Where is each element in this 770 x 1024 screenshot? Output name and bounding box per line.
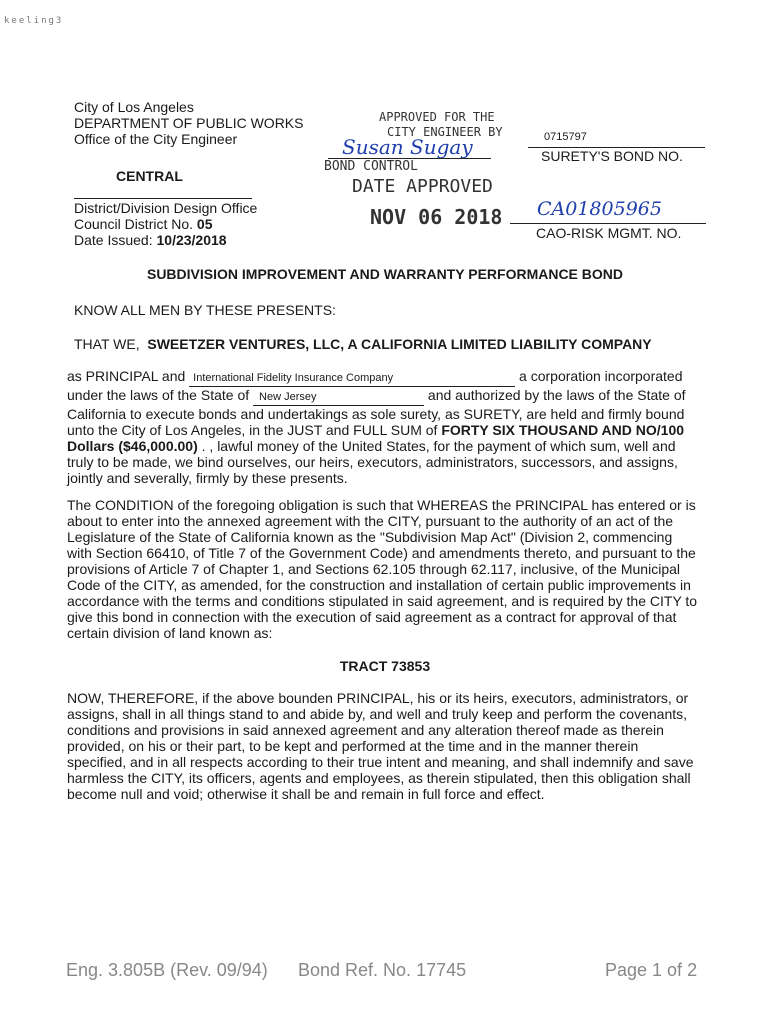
condition-paragraph: The CONDITION of the foregoing obligation is such that WHEREAS the PRINCIPAL has entered or is about to enter into the annexed agreement with the CITY, pursuant to the authority of an act of the Legislature of the State of California known as the "Subdivision Map Act" (Division 2, commencing with Section 66410, of Title 7 of the Government Code) and amendments thereto, and pursuant to the provisions of Article 7 of Chapter 1, and Sections 62.105 through 62.117, inclusive, of the Municipal Code of the CITY, as amended, for the construction and installation of certain public improvements in accordance with the terms and conditions stipulated in said agreement, and is required by the CITY to give this bond in connection with the execution of said agreement as a contract for approval of that certain division of land known as:	[67, 497, 698, 641]
risk-line	[510, 223, 706, 224]
therefore-paragraph: NOW, THEREFORE, if the above bounden PRINCIPAL, his or its heirs, executors, administrators, or assigns, shall in all things stand to and abide by, and well and truly keep and perform the covenants, conditions and provisions in said annexed agreement and any alteration thereof made as therein provided, on his or their part, to be kept and performed at the time and in the manner therein specified, and in all respects according to their true intent and meaning, and shall indemnify and save harmless the CITY, its officers, agents and employees, as therein stipulated, then this obligation shall become null and void; otherwise it shall be and remain in full force and effect.	[67, 690, 694, 802]
header-council: Council District No. 05	[74, 216, 213, 232]
approval-signature: Susan Sugay	[342, 135, 473, 159]
that-we-line: THAT WE, SWEETZER VENTURES, LLC, A CALIFORNIA LIMITED LIABILITY COMPANY	[74, 336, 652, 352]
footer-form-number: Eng. 3.805B (Rev. 09/94)	[66, 960, 268, 980]
header-office: Office of the City Engineer	[74, 131, 238, 147]
tract-number: TRACT 73853	[339, 658, 431, 674]
header-issued: Date Issued: 10/23/2018	[74, 232, 227, 248]
stamp-bond-control: BOND CONTROL	[324, 159, 418, 174]
stamp-date: NOV 06 2018	[370, 205, 503, 229]
header-dept: DEPARTMENT OF PUBLIC WORKS	[74, 115, 304, 131]
stamp-date-approved: DATE APPROVED	[352, 176, 493, 197]
risk-number: CA01805965	[537, 198, 662, 220]
know-all-text: KNOW ALL MEN BY THESE PRESENTS:	[74, 302, 336, 318]
header-city: City of Los Angeles	[74, 99, 194, 115]
footer-bond-ref: Bond Ref. No. 17745	[298, 960, 467, 980]
header-division: District/Division Design Office	[74, 200, 258, 216]
document-title: SUBDIVISION IMPROVEMENT AND WARRANTY PERFORMANCE BOND	[146, 266, 624, 282]
surety-bond-label: SURETY'S BOND NO.	[541, 148, 683, 164]
header-district: CENTRAL	[116, 168, 183, 184]
state-field: New Jersey	[253, 389, 424, 406]
footer-page-number: Page 1 of 2	[605, 960, 698, 980]
stamp-line1: APPROVED FOR THE	[379, 110, 495, 124]
risk-label: CAO-RISK MGMT. NO.	[536, 225, 682, 241]
surety-company-field: International Fidelity Insurance Company	[189, 370, 515, 387]
principal-paragraph: as PRINCIPAL and International Fidelity Insurance Company a corporation incorporated under the laws of the State of New Jersey and authorized by the laws of the State of California to execute bonds and undertakings as sole surety, as SURETY, are held and firmly bound unto the City of Los Angeles, in the JUST and FULL SUM of FORTY SIX THOUSAND AND NO/100 Dollars ($46,000.00) . , lawful money of the United States, for the payment of which sum, well and truly to be made, we bind ourselves, our heirs, executors, administrators, successors, and assigns, jointly and severally, firmly by these presents.	[67, 368, 686, 486]
scan-mark: keeling3	[4, 16, 64, 26]
stamp-line2: CITY ENGINEER BY	[387, 125, 503, 139]
district-underline	[74, 198, 252, 199]
surety-bond-no: 0715797	[544, 131, 587, 143]
